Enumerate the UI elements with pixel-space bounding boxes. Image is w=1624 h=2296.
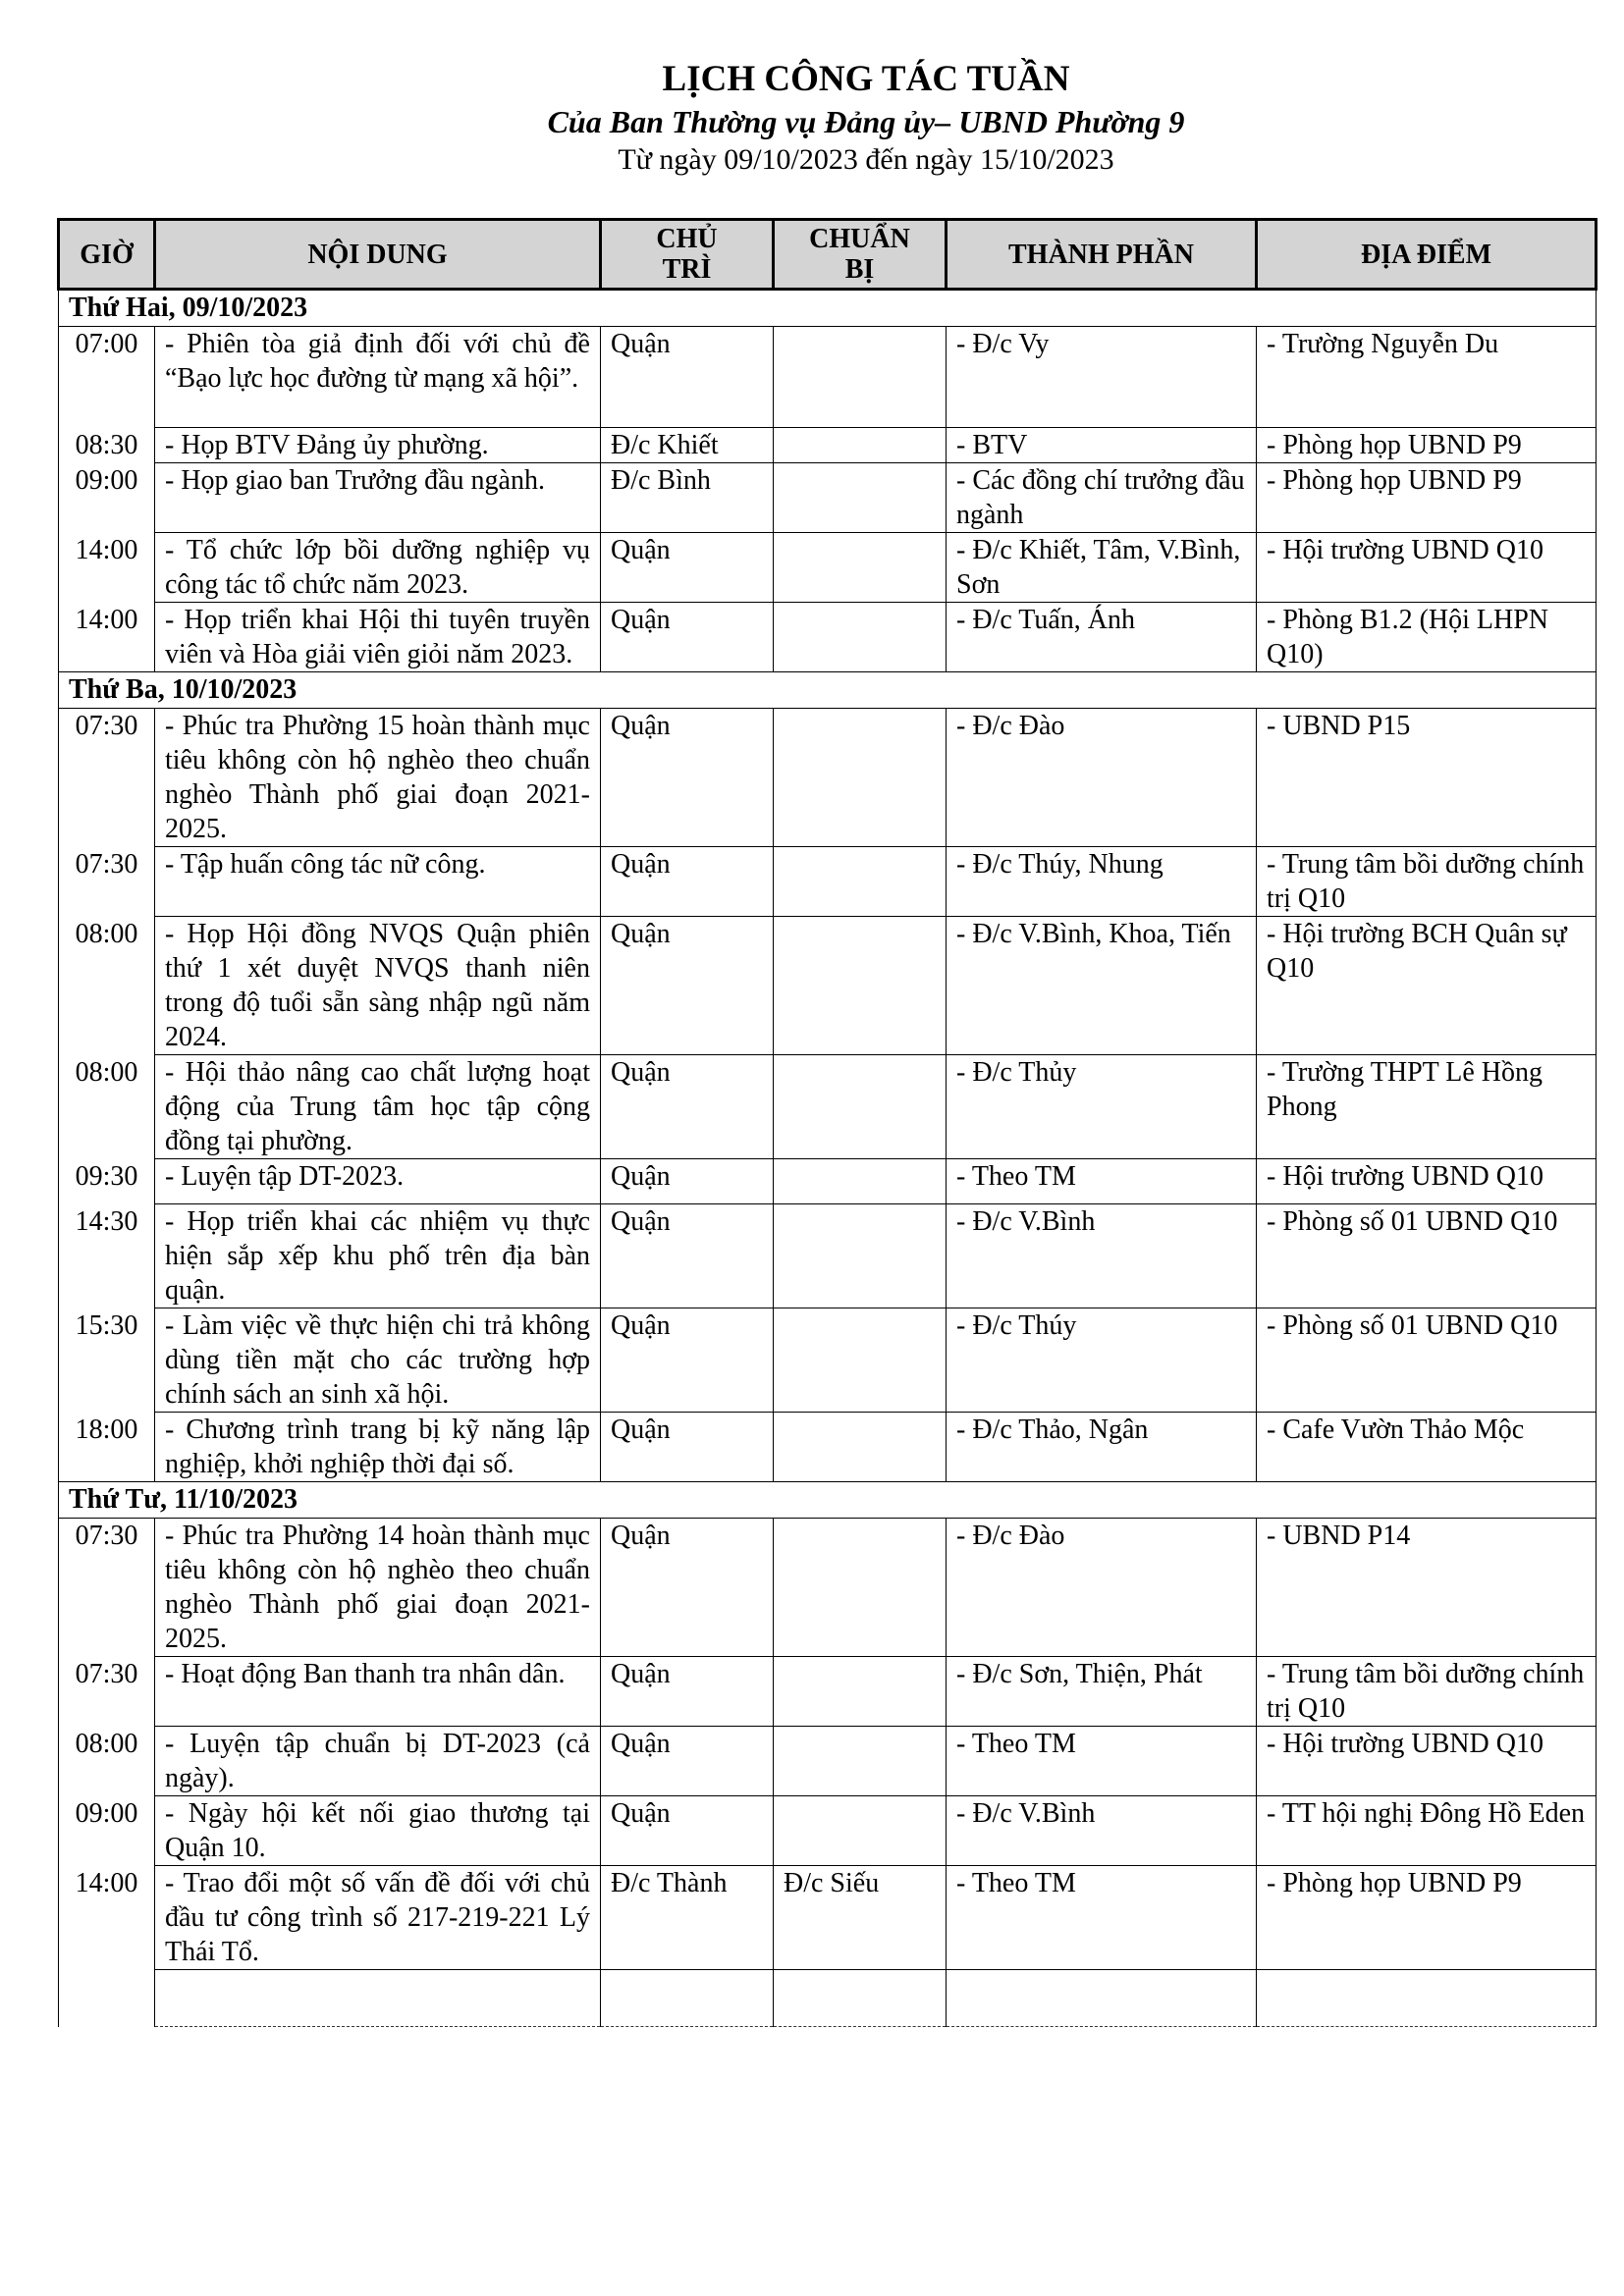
cell-chair: Quận: [601, 603, 774, 672]
cell-participants: - Đ/c Khiết, Tâm, V.Bình, Sơn: [947, 533, 1257, 603]
cell-chair: Quận: [601, 847, 774, 917]
cell-location: - TT hội nghị Đông Hồ Eden: [1257, 1796, 1597, 1866]
cell-time: 07:00: [59, 327, 155, 428]
cell-chair: Đ/c Thành: [601, 1866, 774, 1970]
cell-content: - Luyện tập DT-2023.: [155, 1159, 601, 1204]
document-header: [0, 57, 1624, 179]
cell-prepare: Đ/c Siếu: [774, 1866, 947, 1970]
cell-location: - Hội trường UBND Q10: [1257, 533, 1597, 603]
table-row: [59, 1796, 1597, 1866]
cell-chair: Quận: [601, 1159, 774, 1204]
cell-content: - Làm việc về thực hiện chi trả không dùng tiền mặt cho các trường hợp chính sách an sinh xã hội.: [155, 1308, 601, 1413]
cell-participants: - Đ/c Vy: [947, 327, 1257, 428]
cell-chair: Quận: [601, 1796, 774, 1866]
table-row: [59, 1727, 1597, 1796]
table-row: [59, 1204, 1597, 1308]
cell-participants: - Đ/c Sơn, Thiện, Phát: [947, 1657, 1257, 1727]
table-row: [59, 1970, 1597, 2027]
cell-participants: - Theo TM: [947, 1727, 1257, 1796]
cell-content: - Tập huấn công tác nữ công.: [155, 847, 601, 917]
cell-time: 09:30: [59, 1159, 155, 1204]
cell-time: 09:00: [59, 463, 155, 533]
cell-content: - Phúc tra Phường 15 hoàn thành mục tiêu không còn hộ nghèo theo chuẩn nghèo Thành phố giai đoạn 2021-2025.: [155, 709, 601, 847]
cell-prepare: [774, 1657, 947, 1727]
cell-location: - Trường THPT Lê Hồng Phong: [1257, 1055, 1597, 1159]
cell-chair: Đ/c Khiết: [601, 428, 774, 463]
cell-location: - UBND P14: [1257, 1519, 1597, 1657]
cell-content: - Luyện tập chuẩn bị DT-2023 (cả ngày).: [155, 1727, 601, 1796]
cell-content: - Họp giao ban Trưởng đầu ngành.: [155, 463, 601, 533]
schedule-body: [59, 290, 1597, 2027]
cell-content: - Hoạt động Ban thanh tra nhân dân.: [155, 1657, 601, 1727]
cell-location: - Phòng họp UBND P9: [1257, 1866, 1597, 1970]
cell-location: - Phòng số 01 UBND Q10: [1257, 1204, 1597, 1308]
cell-chair: Quận: [601, 1519, 774, 1657]
day-row: [59, 1482, 1597, 1519]
cell-content: - Phúc tra Phường 14 hoàn thành mục tiêu không còn hộ nghèo theo chuẩn nghèo Thành phố giai đoạn 2021-2025.: [155, 1519, 601, 1657]
table-row: [59, 603, 1597, 672]
cell-time: 18:00: [59, 1413, 155, 1482]
cell-content: - Họp triển khai Hội thi tuyên truyền viên và Hòa giải viên giỏi năm 2023.: [155, 603, 601, 672]
cell-location: - Hội trường UBND Q10: [1257, 1727, 1597, 1796]
cell-prepare: [774, 847, 947, 917]
cell-time: 07:30: [59, 1519, 155, 1657]
cell-content: - Ngày hội kết nối giao thương tại Quận 10.: [155, 1796, 601, 1866]
day-row: [59, 672, 1597, 709]
cell-location: - UBND P15: [1257, 709, 1597, 847]
cell-location: - Trung tâm bồi dưỡng chính trị Q10: [1257, 847, 1597, 917]
cell-time: 08:00: [59, 917, 155, 1055]
table-row: [59, 1519, 1597, 1657]
table-row: [59, 1413, 1597, 1482]
cell-location: - Phòng họp UBND P9: [1257, 428, 1597, 463]
cell-participants: - Theo TM: [947, 1866, 1257, 1970]
table-row: [59, 709, 1597, 847]
table-row: [59, 1657, 1597, 1727]
cell-participants: - Đ/c Thảo, Ngân: [947, 1413, 1257, 1482]
cell-location: - Cafe Vườn Thảo Mộc: [1257, 1413, 1597, 1482]
cell-chair: Quận: [601, 1413, 774, 1482]
cell-chair: Quận: [601, 533, 774, 603]
cell-location: - Trung tâm bồi dưỡng chính trị Q10: [1257, 1657, 1597, 1727]
cell-participants: - Đ/c Đào: [947, 709, 1257, 847]
table-row: [59, 533, 1597, 603]
cell-chair: Quận: [601, 327, 774, 428]
cell-prepare: [774, 603, 947, 672]
header-chair: CHỦ TRÌ: [601, 220, 774, 290]
header-content: NỘI DUNG: [155, 220, 601, 290]
cell-prepare: [774, 1727, 947, 1796]
cell-prepare: [774, 463, 947, 533]
cell-chair: Quận: [601, 709, 774, 847]
cell-prepare: [774, 327, 947, 428]
cell-chair: Quận: [601, 1055, 774, 1159]
cell-chair: Quận: [601, 1727, 774, 1796]
cell-participants: - Đ/c Đào: [947, 1519, 1257, 1657]
cell-time: 14:30: [59, 1204, 155, 1308]
table-row: [59, 1866, 1597, 1970]
day-label: Thứ Ba, 10/10/2023: [59, 672, 1597, 709]
cell-time: 07:30: [59, 1657, 155, 1727]
cell-time: 08:30: [59, 428, 155, 463]
cell-time: 07:30: [59, 847, 155, 917]
table-row: [59, 917, 1597, 1055]
cell-location: - Hội trường BCH Quân sự Q10: [1257, 917, 1597, 1055]
document-title: LỊCH CÔNG TÁC TUẦN: [662, 59, 1070, 99]
header-location: ĐỊA ĐIỂM: [1257, 220, 1597, 290]
cell-location: - Hội trường UBND Q10: [1257, 1159, 1597, 1204]
cell-location: - Phòng số 01 UBND Q10: [1257, 1308, 1597, 1413]
cell-time: [59, 1970, 155, 2027]
table-header-row: [59, 220, 1597, 290]
cell-chair: Quận: [601, 917, 774, 1055]
table-row: [59, 428, 1597, 463]
cell-prepare: [774, 1159, 947, 1204]
cell-prepare: [774, 1970, 947, 2027]
cell-participants: - Các đồng chí trưởng đầu ngành: [947, 463, 1257, 533]
cell-chair: Quận: [601, 1657, 774, 1727]
cell-time: 14:00: [59, 603, 155, 672]
cell-prepare: [774, 709, 947, 847]
cell-time: 08:00: [59, 1055, 155, 1159]
cell-content: - Họp BTV Đảng ủy phường.: [155, 428, 601, 463]
cell-location: - Trường Nguyễn Du: [1257, 327, 1597, 428]
table-row: [59, 1308, 1597, 1413]
cell-content: - Phiên tòa giả định đối với chủ đề “Bạo lực học đường từ mạng xã hội”.: [155, 327, 601, 428]
cell-time: 09:00: [59, 1796, 155, 1866]
cell-prepare: [774, 1796, 947, 1866]
cell-participants: - Đ/c Tuấn, Ánh: [947, 603, 1257, 672]
cell-time: 15:30: [59, 1308, 155, 1413]
cell-chair: Đ/c Bình: [601, 463, 774, 533]
cell-participants: - Đ/c Thủy: [947, 1055, 1257, 1159]
cell-time: 14:00: [59, 533, 155, 603]
cell-participants: - Đ/c V.Bình: [947, 1204, 1257, 1308]
cell-prepare: [774, 428, 947, 463]
cell-content: - Tổ chức lớp bồi dưỡng nghiệp vụ công tác tổ chức năm 2023.: [155, 533, 601, 603]
date-range: Từ ngày 09/10/2023 đến ngày 15/10/2023: [618, 143, 1114, 176]
cell-participants: - Đ/c V.Bình, Khoa, Tiến: [947, 917, 1257, 1055]
cell-content: [155, 1970, 601, 2027]
cell-prepare: [774, 1308, 947, 1413]
cell-participants: - Đ/c Thúy: [947, 1308, 1257, 1413]
cell-content: - Hội thảo nâng cao chất lượng hoạt động của Trung tâm học tập cộng đồng tại phường.: [155, 1055, 601, 1159]
day-label: Thứ Tư, 11/10/2023: [59, 1482, 1597, 1519]
cell-chair: [601, 1970, 774, 2027]
cell-prepare: [774, 1055, 947, 1159]
header-time: GIỜ: [59, 220, 155, 290]
document-subtitle: Của Ban Thường vụ Đảng ủy– UBND Phường 9: [547, 104, 1185, 139]
table-row: [59, 1055, 1597, 1159]
table-row: [59, 463, 1597, 533]
cell-prepare: [774, 1519, 947, 1657]
cell-time: 08:00: [59, 1727, 155, 1796]
header-prepare: CHUẨN BỊ: [774, 220, 947, 290]
cell-chair: Quận: [601, 1204, 774, 1308]
table-row: [59, 847, 1597, 917]
cell-participants: - BTV: [947, 428, 1257, 463]
table-row: [59, 327, 1597, 428]
cell-time: 07:30: [59, 709, 155, 847]
cell-prepare: [774, 533, 947, 603]
day-row: [59, 290, 1597, 327]
schedule-table: [57, 218, 1597, 2027]
cell-content: - Họp Hội đồng NVQS Quận phiên thứ 1 xét duyệt NVQS thanh niên trong độ tuổi sẵn sàng nhập ngũ năm 2024.: [155, 917, 601, 1055]
cell-chair: Quận: [601, 1308, 774, 1413]
cell-prepare: [774, 1204, 947, 1308]
cell-participants: - Đ/c Thúy, Nhung: [947, 847, 1257, 917]
table-row: [59, 1159, 1597, 1204]
cell-content: - Họp triển khai các nhiệm vụ thực hiện sắp xếp khu phố trên địa bàn quận.: [155, 1204, 601, 1308]
cell-time: 14:00: [59, 1866, 155, 1970]
cell-location: - Phòng họp UBND P9: [1257, 463, 1597, 533]
cell-prepare: [774, 917, 947, 1055]
cell-content: - Trao đổi một số vấn đề đối với chủ đầu tư công trình số 217-219-221 Lý Thái Tổ.: [155, 1866, 601, 1970]
cell-location: [1257, 1970, 1597, 2027]
day-label: Thứ Hai, 09/10/2023: [59, 290, 1597, 327]
cell-prepare: [774, 1413, 947, 1482]
cell-content: - Chương trình trang bị kỹ năng lập nghiệp, khởi nghiệp thời đại số.: [155, 1413, 601, 1482]
cell-location: - Phòng B1.2 (Hội LHPN Q10): [1257, 603, 1597, 672]
cell-participants: - Đ/c V.Bình: [947, 1796, 1257, 1866]
cell-participants: [947, 1970, 1257, 2027]
header-participants: THÀNH PHẦN: [947, 220, 1257, 290]
cell-participants: - Theo TM: [947, 1159, 1257, 1204]
